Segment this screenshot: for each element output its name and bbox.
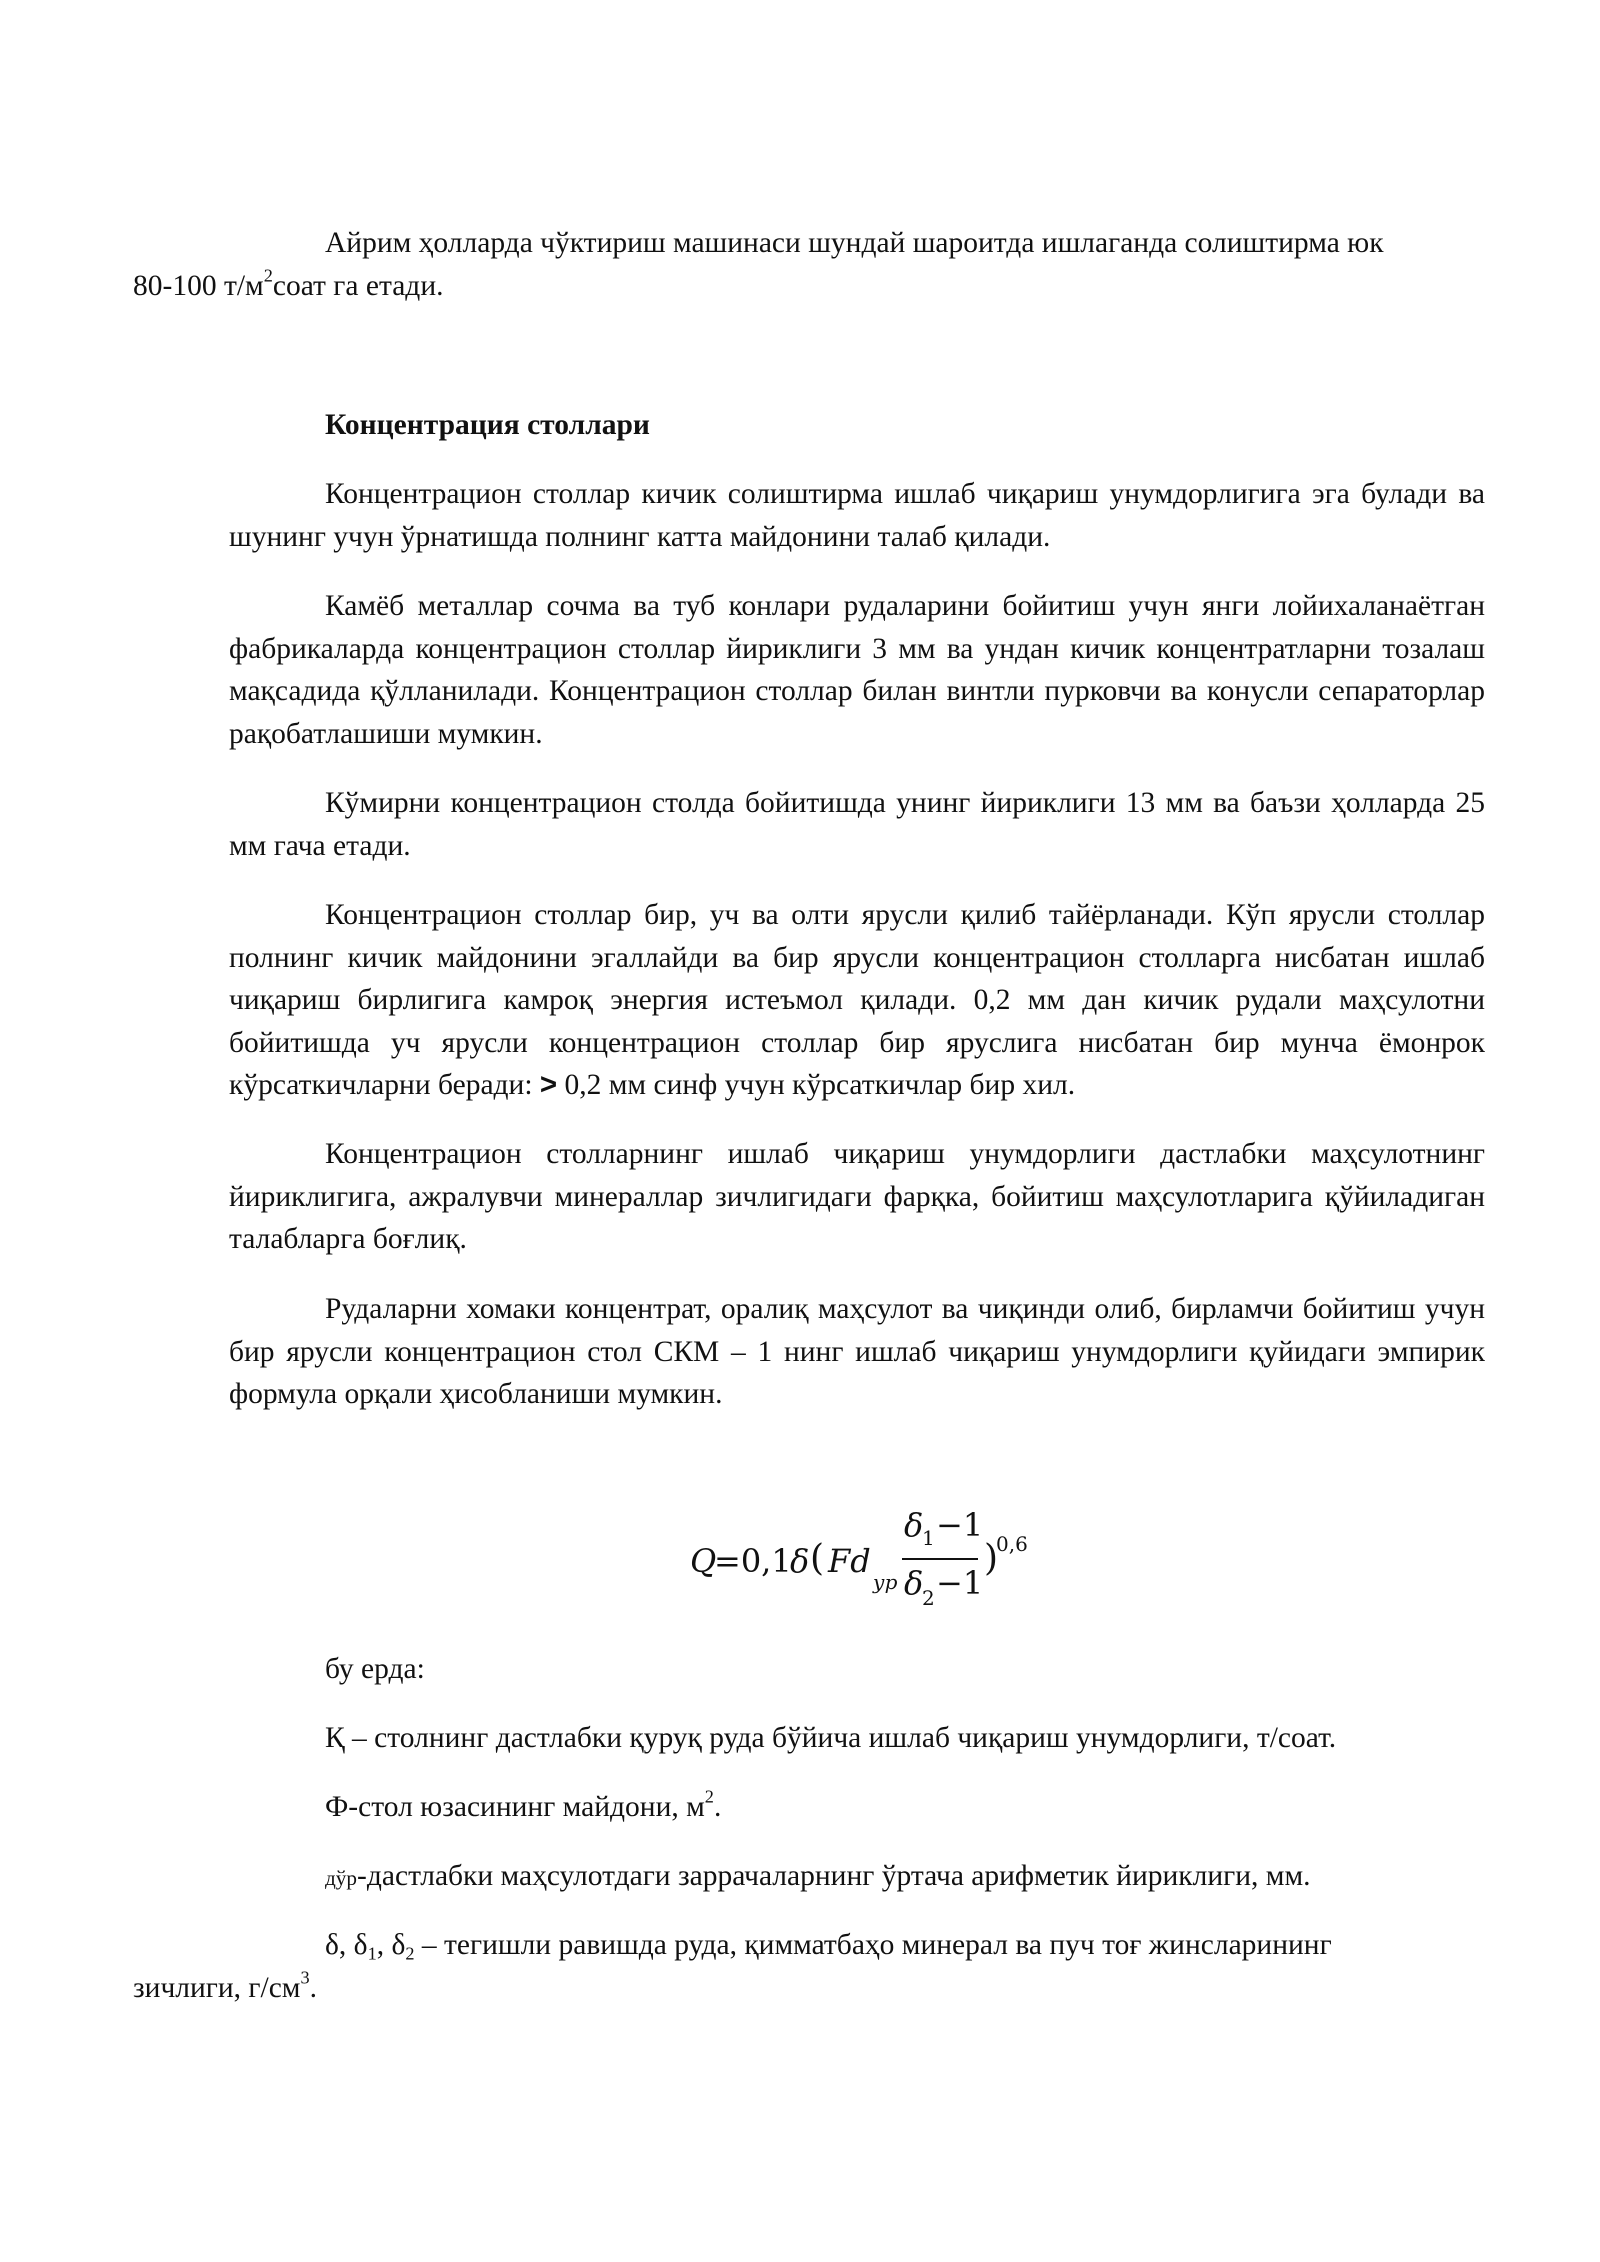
formula-right-paren: ) bbox=[984, 1538, 999, 1579]
formula-num-rest: −1 bbox=[936, 1506, 984, 1544]
definition-delta-line2-end: . bbox=[309, 1971, 317, 2004]
paragraph-rare-metals: Камёб металлар сочма ва туб конлари рудаларини бойитиш учун янги лойихаланаётган фабрикаларда концентрацион столлар йириклиги 3 мм ва ундан кичик концентратларни тозалаш мақсадида қўлланилади. Концентрацион столлар билан винтли пурковчи ва конусли сепараторлар рақобатлашиши мумкин. bbox=[229, 590, 1485, 750]
formula-left-paren: ( bbox=[810, 1538, 825, 1579]
paragraph-intro: Концентрацион столлар кичик солиштирма ишлаб чиқариш унумдорлигига эга булади ва шунинг учун ўрнатишда полнинг катта майдонини талаб қилади. bbox=[229, 478, 1485, 553]
definition-f bbox=[229, 1786, 1485, 1829]
formula-coefficient: =0,1 bbox=[714, 1542, 792, 1580]
formula-den-delta: δ bbox=[904, 1564, 924, 1602]
formula-q: Q bbox=[690, 1542, 717, 1580]
superscript-2: 2 bbox=[704, 1786, 714, 1807]
paragraph-load-line2: 80-100 т/м bbox=[133, 269, 264, 302]
definition-d-text: -дастлабки маҳсулотдаги заррачаларнинг ўртача арифметик йириклиги, мм. bbox=[357, 1860, 1311, 1892]
paragraph-load-line2-end: соат га етади. bbox=[272, 269, 444, 302]
subscript-2: 2 bbox=[405, 1943, 415, 1964]
formula-sub-yp: ур bbox=[873, 1570, 898, 1594]
formula-num-sub: 1 bbox=[922, 1526, 935, 1550]
definition-delta-comma: , δ bbox=[376, 1929, 406, 1961]
definition-f-end: . bbox=[713, 1791, 722, 1823]
paragraph-productivity: Концентрацион столларнинг ишлаб чиқариш унумдорлиги дастлабки маҳсулотнинг йириклигига, ажралувчи минераллар зичлигидаги фарқка, бойитиш маҳсулотларига қўйиладиган талабларга боғлиқ. bbox=[229, 1138, 1485, 1255]
greater-than-sign: > bbox=[539, 1068, 558, 1101]
superscript-3: 3 bbox=[300, 1966, 310, 1987]
definition-f-text: Ф-стол юзасининг майдони, м bbox=[325, 1791, 705, 1823]
paragraph-formula-intro: Рудаларни хомаки концентрат, оралиқ маҳсулот ва чиқинди олиб, бирламчи бойитиш учун бир ярусли концентрацион стол СКМ – 1 нинг ишлаб чиқариш унумдорлиги қуйидаги эмпирик формула орқали ҳисобланиши мумкин. bbox=[229, 1293, 1485, 1410]
section-heading: Концентрация столлари bbox=[325, 409, 650, 441]
formula-exponent: 0,6 bbox=[996, 1532, 1028, 1556]
fraction-bar bbox=[902, 1558, 978, 1560]
definition-delta-line2: зичлиги, г/см bbox=[133, 1971, 301, 2004]
definition-delta bbox=[133, 1924, 1485, 2009]
formula-num-delta: δ bbox=[904, 1506, 924, 1544]
definition-delta-text: – тегишли равишда руда, қимматбаҳо минерал ва пуч тоғ жинсларининг bbox=[414, 1929, 1332, 1961]
paragraph-load-line1: Айрим ҳолларда чўктириш машинаси шундай шароитда ишлаганда солиштирма юк bbox=[325, 227, 1384, 259]
paragraph-multi-tier-text: Концентрацион столлар бир, уч ва олти ярусли қилиб тайёрланади. Кўп ярусли столлар полнинг кичик майдонини эгаллайди ва бир ярусли концентрацион столларга нисбатан ишлаб чиқариш бирлигига камроқ энергия истеъмол қилади. 0,2 мм дан кичик рудали маҳсулотни бойитишда уч ярусли концентрацион столлар бир яруслига нисбатан бир мунча ёмонрок кўрсаткичларни беради: bbox=[229, 899, 1485, 1101]
paragraph-multi-tier bbox=[229, 894, 1485, 1107]
definition-d bbox=[229, 1855, 1485, 1900]
paragraph-coal: Кўмирни концентрацион столда бойитишда унинг йириклиги 13 мм ва баъзи ҳолларда 25 мм гача етади. bbox=[229, 787, 1485, 862]
definition-d-symbol: дўр bbox=[325, 1866, 358, 1890]
formula-den-sub: 2 bbox=[922, 1586, 935, 1610]
definition-q: Қ – столнинг дастлабки қуруқ руда бўйича ишлаб чиқариш унумдорлиги, т/соат. bbox=[325, 1722, 1337, 1754]
where-label: бу ерда: bbox=[325, 1653, 425, 1685]
definition-delta-symbols: δ, δ bbox=[325, 1929, 368, 1961]
subscript-1: 1 bbox=[367, 1943, 377, 1964]
paragraph-multi-tier-end: 0,2 мм синф учун кўрсаткичлар бир хил. bbox=[557, 1069, 1076, 1101]
formula-den-rest: −1 bbox=[936, 1564, 984, 1602]
productivity-formula bbox=[690, 1500, 1050, 1630]
superscript-2: 2 bbox=[263, 264, 273, 285]
formula-fd: Fd bbox=[828, 1542, 871, 1580]
paragraph-load bbox=[133, 222, 1485, 307]
formula-delta: δ bbox=[790, 1542, 810, 1580]
